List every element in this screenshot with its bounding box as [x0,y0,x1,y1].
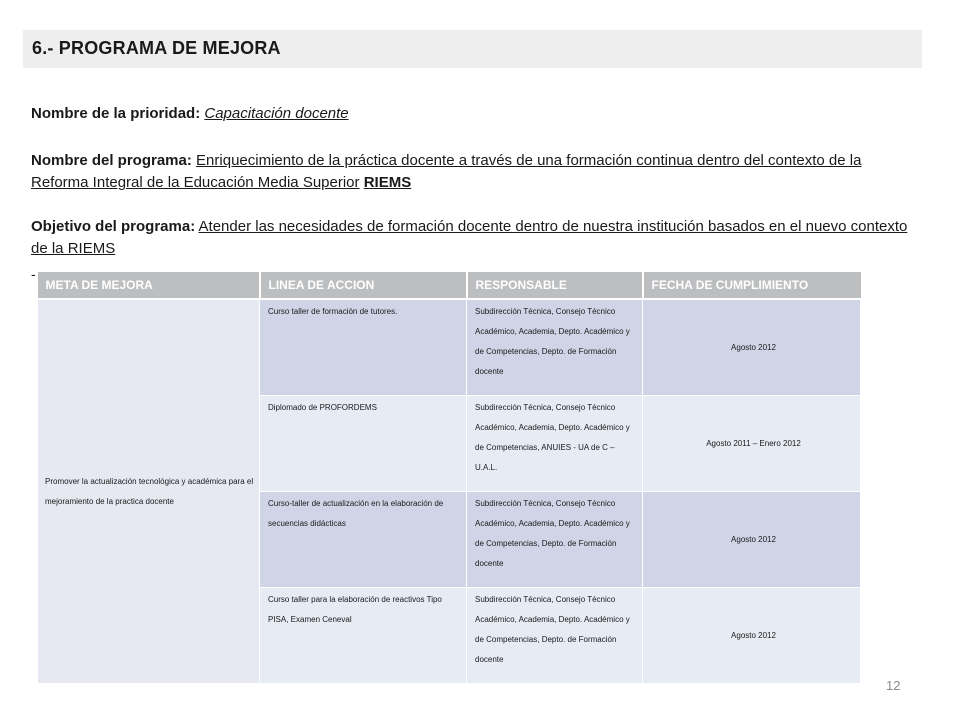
header-fecha: FECHA DE CUMPLIMIENTO [643,272,861,299]
program-line [31,150,911,194]
priority-value: Capacitación docente [204,105,349,122]
stray-dash: - [31,266,36,282]
accion-cell: Curso-taller de actualización en la elaboración de secuencias didácticas [260,491,467,587]
meta-cell: Promover la actualización tecnológica y académica para el mejoramiento de la practica docente [38,299,260,683]
header-responsable: RESPONSABLE [467,272,643,299]
section-title-bar [23,30,922,68]
priority-line [31,103,911,125]
objective-value: Atender las necesidades de formación docente dentro de nuestra institución basados en el nuevo contexto de la RIEMS [31,218,908,257]
accion-cell: Curso taller para la elaboración de reactivos Tipo PISA, Examen Ceneval [260,587,467,683]
responsable-cell: Subdirección Técnica, Consejo Técnico Académico, Academia, Depto. Académico y de Competencias, Depto. de Formación docente [467,491,643,587]
page-number: 12 [886,678,901,693]
header-accion: LINEA DE ACCION [260,272,467,299]
header-meta: META DE MEJORA [38,272,260,299]
objective-line [31,216,911,260]
program-value-bold: RIEMS [363,174,412,191]
accion-cell: Diplomado de PROFORDEMS [260,395,467,491]
fecha-cell: Agosto 2012 [643,299,861,395]
program-value: Enriquecimiento de la práctica docente a través de una formación continua dentro del contexto de la Reforma Integral de la Educación Media Superior [31,152,862,191]
fecha-cell: Agosto 2012 [643,491,861,587]
program-label: Nombre del programa: [31,152,192,169]
accion-cell: Curso taller de formación de tutores. [260,299,467,395]
section-title: 6.- PROGRAMA DE MEJORA [32,38,281,58]
responsable-cell: Subdirección Técnica, Consejo Técnico Académico, Academia, Depto. Académico y de Competencias, ANUIES - UA de C – U.A.L. [467,395,643,491]
fecha-cell: Agosto 2012 [643,587,861,683]
objective-label: Objetivo del programa: [31,218,196,235]
fecha-cell: Agosto 2011 – Enero 2012 [643,395,861,491]
table-header-row [38,272,861,299]
responsable-cell: Subdirección Técnica, Consejo Técnico Académico, Academia, Depto. Académico y de Competencias, Depto. de Formación docente [467,587,643,683]
improvement-plan-table [37,272,861,684]
table-row [38,299,861,395]
priority-label: Nombre de la prioridad: [31,105,201,122]
responsable-cell: Subdirección Técnica, Consejo Técnico Académico, Academia, Depto. Académico y de Competencias, Depto. de Formación docente [467,299,643,395]
